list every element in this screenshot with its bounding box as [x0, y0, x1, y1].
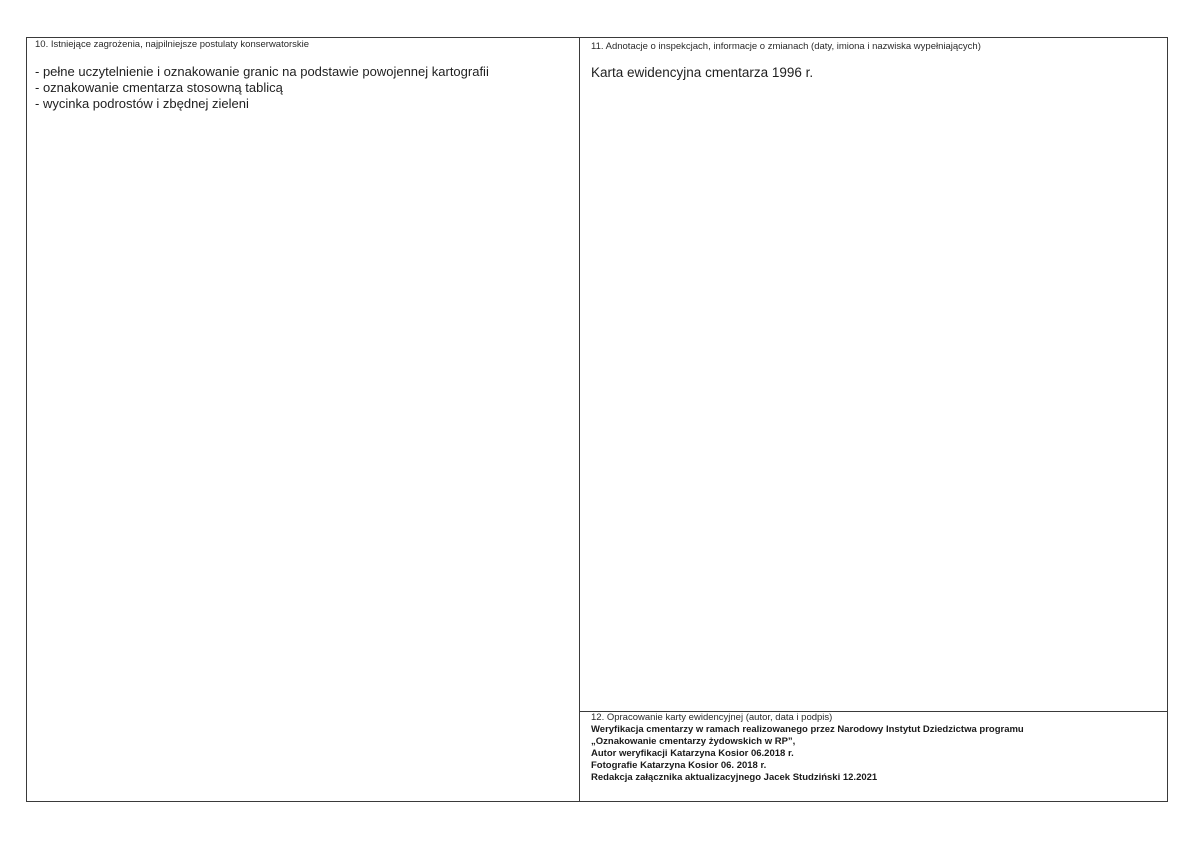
section-inspection-notes — [580, 38, 1167, 712]
section-10-header: 10. Istniejące zagrożenia, najpilniejsze postulaty konserwatorskie — [35, 39, 310, 50]
inspection-note: Karta ewidencyjna cmentarza 1996 r. — [591, 65, 814, 80]
authorship-line: „Oznakowanie cmentarzy żydowskich w RP”, — [591, 736, 796, 747]
authorship-lines — [591, 724, 1024, 784]
list-item: - oznakowanie cmentarza stosowną tablicą — [35, 80, 283, 95]
list-item: - pełne uczytelnienie i oznakowanie granic na podstawie powojennej kartografii — [35, 64, 489, 79]
authorship-line: Redakcja załącznika aktualizacyjnego Jacek Studziński 12.2021 — [591, 772, 878, 783]
authorship-line: Fotografie Katarzyna Kosior 06. 2018 r. — [591, 760, 767, 771]
postulates-list — [35, 64, 489, 112]
section-12-header: 12. Opracowanie karty ewidencyjnej (autor, data i podpis) — [591, 712, 833, 723]
section-threats-postulates — [27, 38, 580, 801]
form-frame — [26, 37, 1168, 802]
authorship-line: Weryfikacja cmentarzy w ramach realizowanego przez Narodowy Instytut Dziedzictwa programu — [591, 724, 1024, 735]
section-11-header: 11. Adnotacje o inspekcjach, informacje o zmianach (daty, imiona i nazwiska wypełniających) — [591, 41, 981, 52]
section-card-authorship — [580, 712, 1167, 801]
authorship-line: Autor weryfikacji Katarzyna Kosior 06.2018 r. — [591, 748, 794, 759]
list-item: - wycinka podrostów i zbędnej zieleni — [35, 96, 249, 111]
